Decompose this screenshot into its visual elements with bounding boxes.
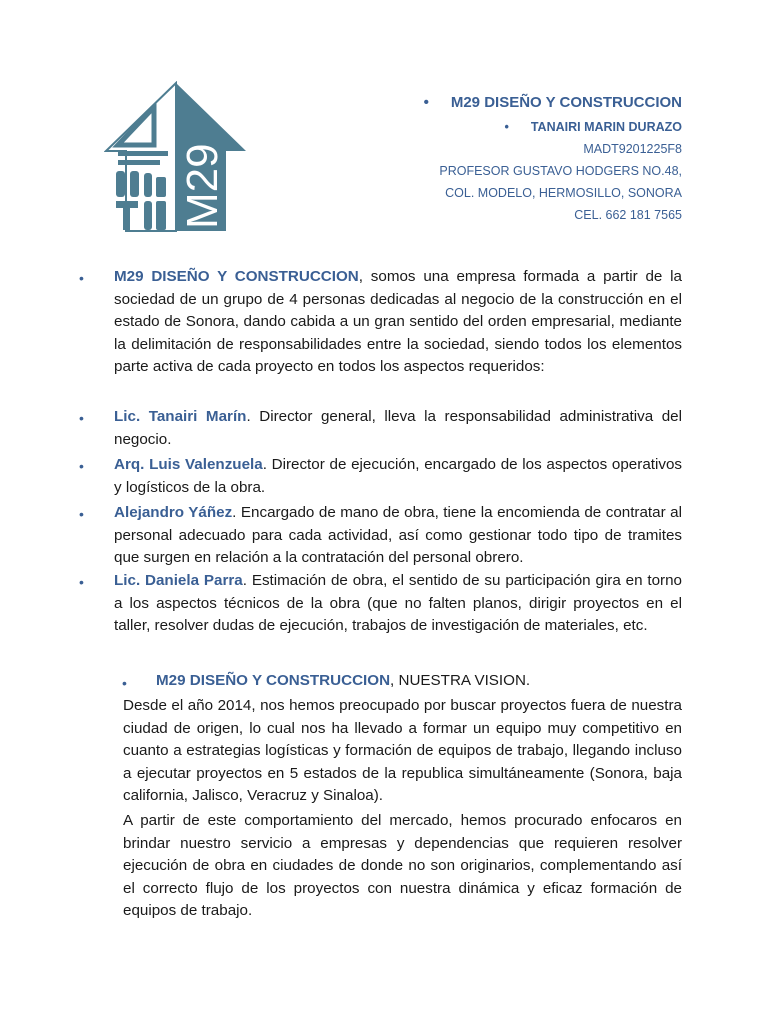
logo-text: M29: [178, 143, 227, 229]
member-name: Lic. Daniela Parra: [114, 572, 243, 589]
bullet: •: [122, 675, 127, 691]
bullet: •: [504, 120, 509, 134]
vision-paragraph-2: A partir de este comportamiento del mercado, hemos procurado enfocaros en brindar nuestro servicio a empresas y dependencias que requieren resolver ejecución de obra en ciudades de donde no son originarios, complementando así el correcto flujo de los proyectos con nuestra dinámica y eficaz formación de equipos de trabajo.: [123, 812, 682, 919]
bullet: •: [79, 458, 84, 474]
bullet: •: [79, 270, 84, 286]
letterhead: [410, 90, 682, 226]
bullet: •: [79, 410, 84, 426]
header-phone: CEL. 662 181 7565: [574, 208, 682, 222]
bullet: •: [79, 506, 84, 522]
bullet: •: [423, 94, 429, 111]
header-company: • M29 DISEÑO Y CONSTRUCCION: [423, 94, 682, 111]
header-address-2: COL. MODELO, HERMOSILLO, SONORA: [445, 186, 682, 200]
vision-paragraph-1: Desde el año 2014, nos hemos preocupado por buscar proyectos fuera de nuestra ciudad de origen, lo cual nos ha llevado a formar un equipo muy competitivo en cuanto a estrategias logísticas y formación de equipos de trabajo, llegando incluso a ejecutar proyectos en 5 estados de la republica simultáneamente (Sonora, baja california, Jalisco, Veracruz y Sinaloa).: [123, 697, 682, 804]
member-name: Alejandro Yáñez: [114, 504, 233, 521]
header-owner: • TANAIRI MARIN DURAZO: [504, 120, 682, 134]
member-item: Alejandro Yáñez. Encargado de mano de obra, tiene la encomienda de contratar al personal adecuado para cada actividad, así como gestionar todo tipo de tramites que surgen en relación a la contratación del personal obrero.: [114, 504, 682, 566]
member-item: Lic. Daniela Parra. Estimación de obra, el sentido de su participación gira en torno a los aspectos técnicos de la obra (que no falten planos, dirigir proyectos en el taller, resolver dudas de ejecución, trabajos de investigación de materiales, etc.: [114, 572, 682, 634]
member-name: Lic. Tanairi Marín: [114, 408, 247, 425]
intro-paragraph: M29 DISEÑO Y CONSTRUCCION, somos una empresa formada a partir de la sociedad de un grupo de 4 personas dedicadas al negocio de la construcción en el estado de Sonora, dando cabida a un gran sentido del orden empresarial, mediante la delimitación de responsabilidades entre la sociedad, siendo todos los elementos parte activa de cada proyecto en todos los aspectos requeridos:: [114, 268, 682, 375]
member-item: Arq. Luis Valenzuela. Director de ejecución, encargado de los aspectos operativos y logísticos de la obra.: [114, 456, 682, 496]
vision-heading: M29 DISEÑO Y CONSTRUCCION, NUESTRA VISION.: [156, 672, 531, 689]
company-logo: [104, 81, 248, 233]
member-item: Lic. Tanairi Marín. Director general, lleva la responsabilidad administrativa del negocio.: [114, 408, 682, 448]
bullet: •: [79, 574, 84, 590]
header-address-1: PROFESOR GUSTAVO HODGERS NO.48,: [439, 164, 682, 178]
header-rfc: MADT9201225F8: [583, 142, 682, 156]
member-name: Arq. Luis Valenzuela: [114, 456, 263, 473]
